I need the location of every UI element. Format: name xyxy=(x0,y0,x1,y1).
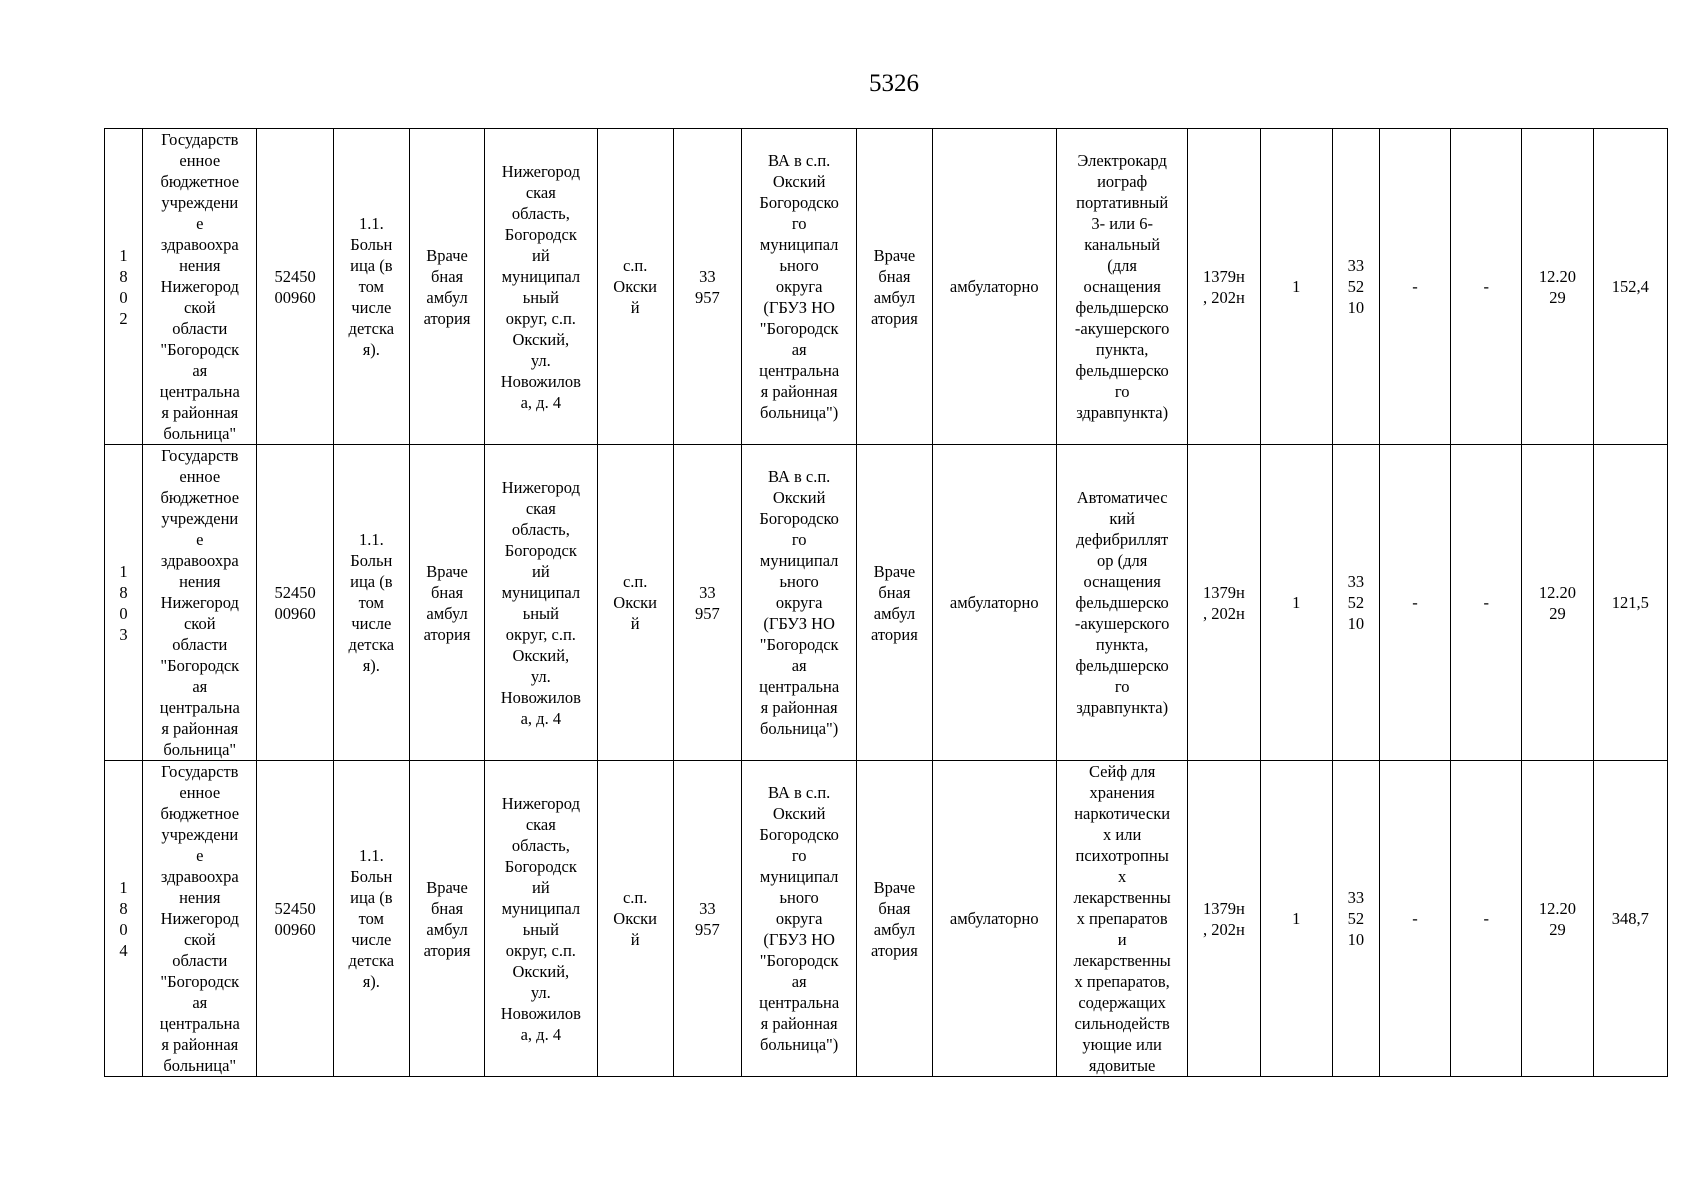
facility-name: ВА в с.п. Окский Богородско го муниципал ьного округа (ГБУЗ НО "Богородск ая центральна я районная больница") xyxy=(741,761,856,1077)
quantity: 1 xyxy=(1260,129,1332,445)
table-row xyxy=(105,129,1668,445)
organization-name: Государств енное бюджетное учреждени е здравоохра нения Нижегород ской области "Богородск ая центральна я районная больница" xyxy=(143,129,257,445)
organization-name: Государств енное бюджетное учреждени е здравоохра нения Нижегород ской области "Богородск ая центральна я районная больница" xyxy=(143,445,257,761)
organization-type: 1.1. Больн ица (в том числе детска я). xyxy=(333,761,409,1077)
quantity: 1 xyxy=(1260,761,1332,1077)
address: Нижегород ская область, Богородск ий муниципал ьный округ, с.п. Окский, ул. Новожилов а, д. 4 xyxy=(485,129,597,445)
care-mode: амбулаторно xyxy=(932,445,1056,761)
facility-name: ВА в с.п. Окский Богородско го муниципал ьного округа (ГБУЗ НО "Богородск ая центральна я районная больница") xyxy=(741,445,856,761)
row-number: 1 8 0 4 xyxy=(105,761,143,1077)
facility-name: ВА в с.п. Окский Богородско го муниципал ьного округа (ГБУЗ НО "Богородск ая центральна я районная больница") xyxy=(741,129,856,445)
quantity: 1 xyxy=(1260,445,1332,761)
address: Нижегород ская область, Богородск ий муниципал ьный округ, с.п. Окский, ул. Новожилов а, д. 4 xyxy=(485,445,597,761)
unit-kind: Враче бная амбул атория xyxy=(409,129,484,445)
settlement: с.п. Окски й xyxy=(597,761,673,1077)
amount: 348,7 xyxy=(1593,761,1667,1077)
date: 12.20 29 xyxy=(1522,129,1593,445)
okpd-code: 33 52 10 xyxy=(1332,445,1379,761)
equipment-name: Сейф для хранения наркотически х или психотропны х лекарственны х препаратов и лекарственны х препаратов, содержащих сильнодейств ующие или ядовитые xyxy=(1056,761,1187,1077)
empty-value: - xyxy=(1451,129,1522,445)
equipment-table xyxy=(104,128,1668,1077)
population: 33 957 xyxy=(673,761,741,1077)
row-number: 1 8 0 2 xyxy=(105,129,143,445)
order-reference: 1379н , 202н xyxy=(1188,761,1260,1077)
facility-type: Враче бная амбул атория xyxy=(857,129,932,445)
date: 12.20 29 xyxy=(1522,445,1593,761)
empty-value: - xyxy=(1451,445,1522,761)
equipment-name: Электрокард иограф портативный 3- или 6- канальный (для оснащения фельдшерско -акушерского пункта, фельдшерско го здравпункта) xyxy=(1056,129,1187,445)
settlement: с.п. Окски й xyxy=(597,129,673,445)
organization-code: 52450 00960 xyxy=(257,445,333,761)
row-number: 1 8 0 3 xyxy=(105,445,143,761)
amount: 152,4 xyxy=(1593,129,1667,445)
table-row xyxy=(105,761,1668,1077)
date: 12.20 29 xyxy=(1522,761,1593,1077)
amount: 121,5 xyxy=(1593,445,1667,761)
page-number: 5326 xyxy=(869,70,919,97)
population: 33 957 xyxy=(673,445,741,761)
facility-type: Враче бная амбул атория xyxy=(857,445,932,761)
okpd-code: 33 52 10 xyxy=(1332,761,1379,1077)
organization-code: 52450 00960 xyxy=(257,761,333,1077)
okpd-code: 33 52 10 xyxy=(1332,129,1379,445)
organization-type: 1.1. Больн ица (в том числе детска я). xyxy=(333,129,409,445)
care-mode: амбулаторно xyxy=(932,761,1056,1077)
facility-type: Враче бная амбул атория xyxy=(857,761,932,1077)
settlement: с.п. Окски й xyxy=(597,445,673,761)
unit-kind: Враче бная амбул атория xyxy=(409,445,484,761)
organization-name: Государств енное бюджетное учреждени е здравоохра нения Нижегород ской области "Богородск ая центральна я районная больница" xyxy=(143,761,257,1077)
table-row xyxy=(105,445,1668,761)
empty-value: - xyxy=(1379,761,1450,1077)
order-reference: 1379н , 202н xyxy=(1188,445,1260,761)
empty-value: - xyxy=(1379,445,1450,761)
organization-type: 1.1. Больн ица (в том числе детска я). xyxy=(333,445,409,761)
order-reference: 1379н , 202н xyxy=(1188,129,1260,445)
empty-value: - xyxy=(1379,129,1450,445)
population: 33 957 xyxy=(673,129,741,445)
address: Нижегород ская область, Богородск ий муниципал ьный округ, с.п. Окский, ул. Новожилов а, д. 4 xyxy=(485,761,597,1077)
unit-kind: Враче бная амбул атория xyxy=(409,761,484,1077)
empty-value: - xyxy=(1451,761,1522,1077)
organization-code: 52450 00960 xyxy=(257,129,333,445)
care-mode: амбулаторно xyxy=(932,129,1056,445)
equipment-name: Автоматичес кий дефибриллят ор (для оснащения фельдшерско -акушерского пункта, фельдшерско го здравпункта) xyxy=(1056,445,1187,761)
